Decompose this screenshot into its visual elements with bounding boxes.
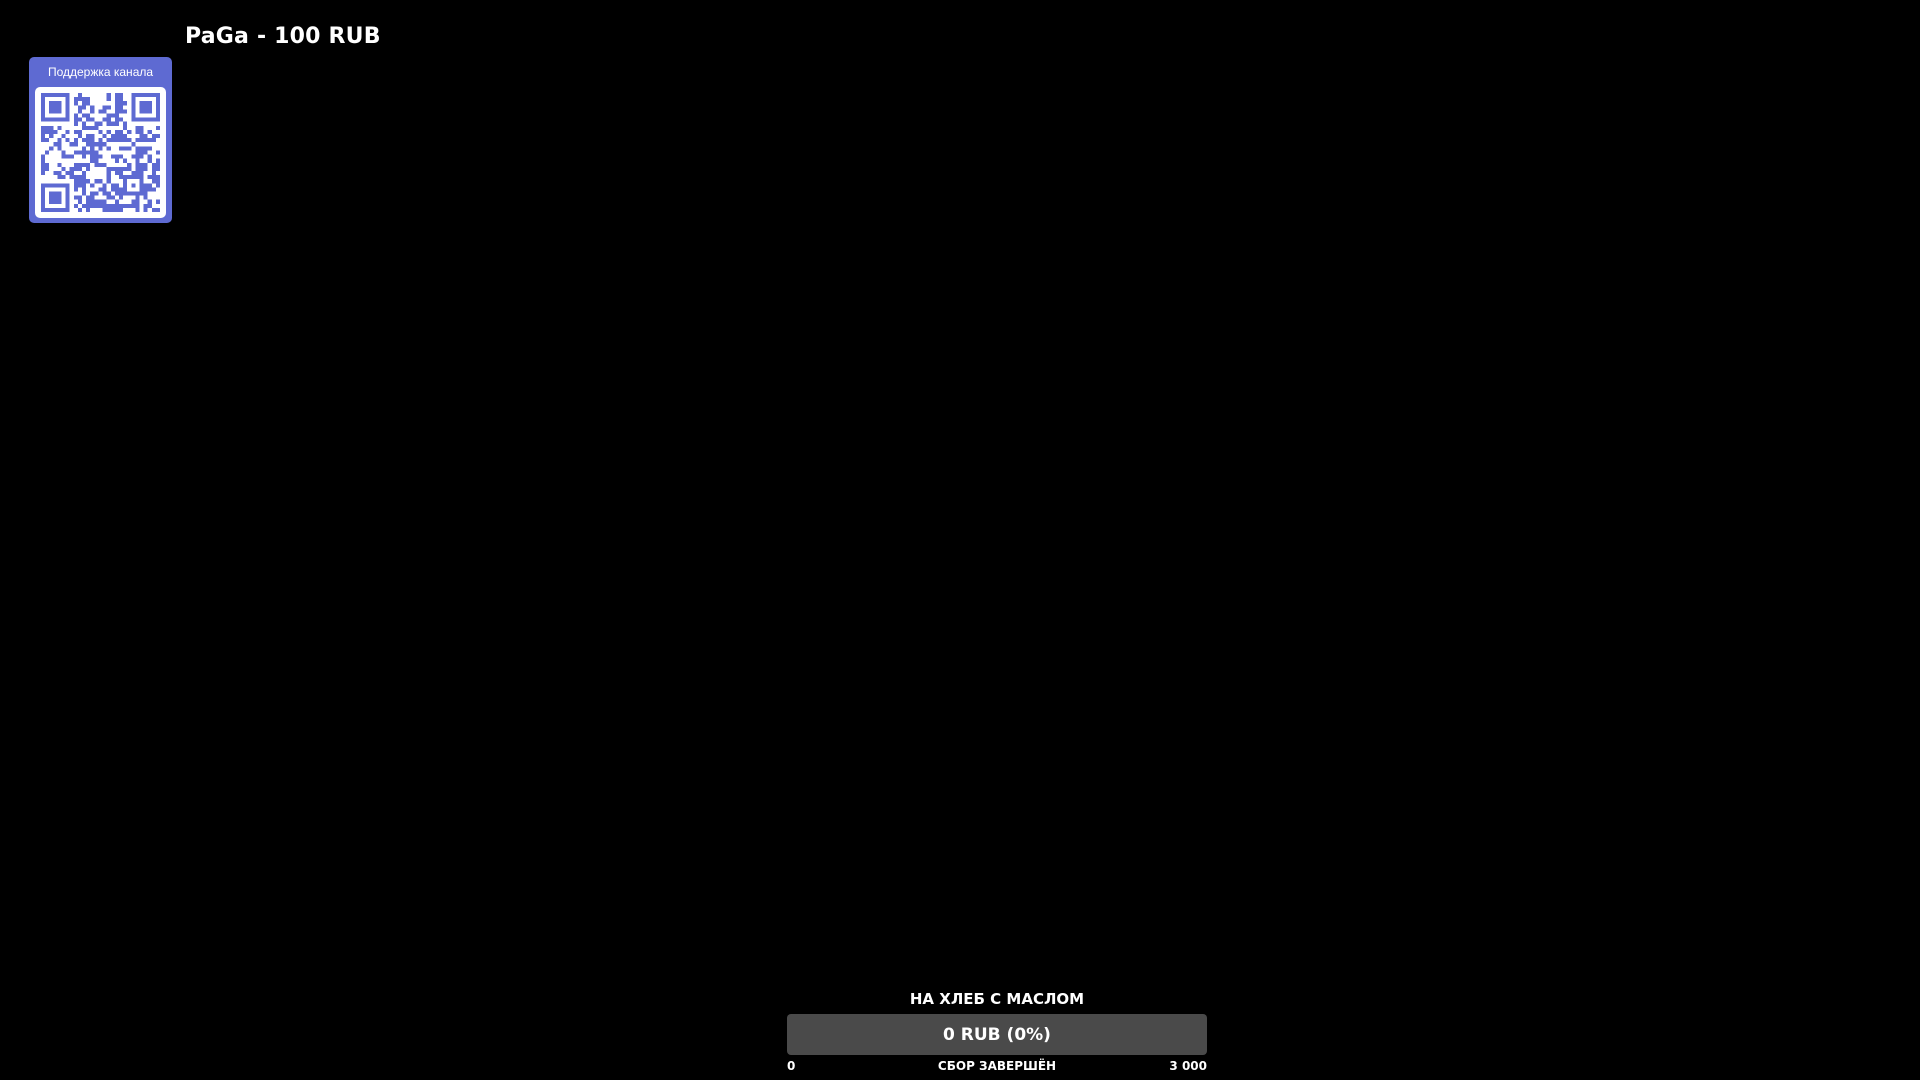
last-donation-text: PaGa - 100 RUB xyxy=(185,24,381,49)
support-qr-title: Поддержка канала xyxy=(47,65,154,79)
donation-goal-widget xyxy=(787,988,1207,1077)
qr-code-icon xyxy=(41,93,160,212)
goal-min-label: 0 xyxy=(787,1059,796,1073)
support-qr-widget[interactable] xyxy=(29,57,172,223)
goal-max-label: 3 000 xyxy=(1169,1059,1207,1073)
goal-footer xyxy=(787,1059,1207,1077)
qr-code-container xyxy=(35,87,166,218)
goal-status-label: СБОР ЗАВЕРШЁН xyxy=(937,1059,1057,1073)
goal-title: НА ХЛЕБ С МАСЛОМ xyxy=(909,990,1085,1008)
goal-progress-text: 0 RUB (0%) xyxy=(943,1024,1051,1045)
goal-progress-bar xyxy=(787,1014,1207,1055)
